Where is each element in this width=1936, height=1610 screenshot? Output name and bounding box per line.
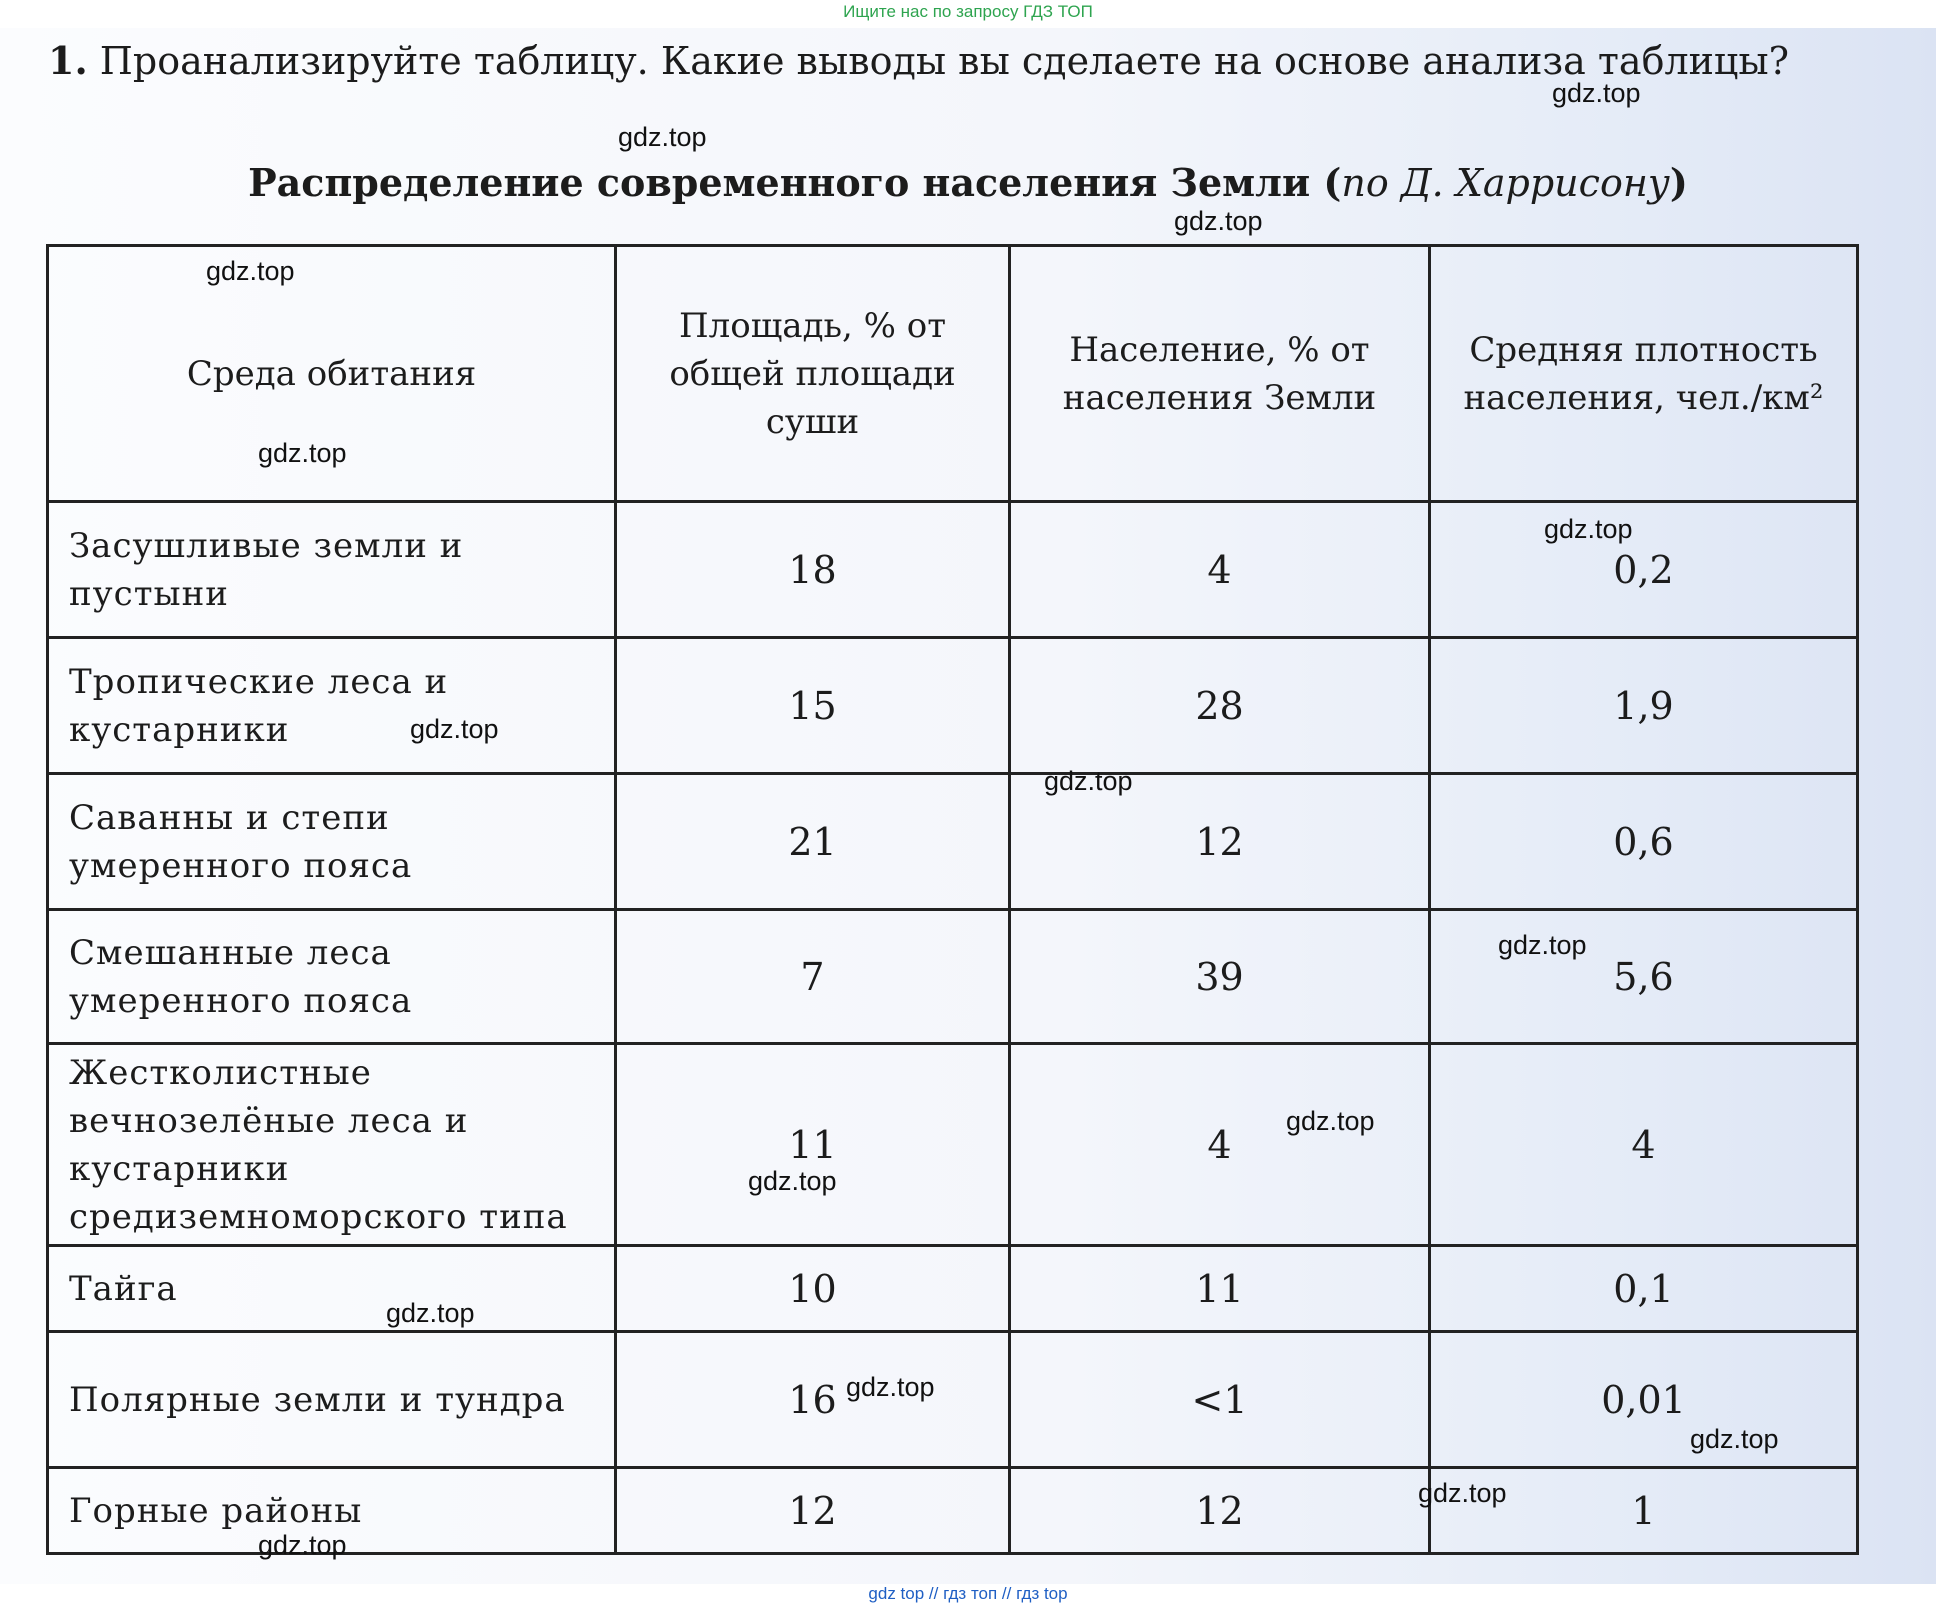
table-row <box>48 1044 1858 1246</box>
cell-area: 21 <box>616 774 1010 910</box>
table-row <box>48 1332 1858 1468</box>
cell-area: 15 <box>616 638 1010 774</box>
cell-environment: Жестколистные вечнозелёные леса и кустарники средиземноморского типа <box>48 1044 616 1246</box>
cell-population: 12 <box>1010 1468 1430 1554</box>
cell-area: 16 <box>616 1332 1010 1468</box>
cell-population: 12 <box>1010 774 1430 910</box>
cell-population: 28 <box>1010 638 1430 774</box>
cell-environment: Тропические леса и кустарники <box>48 638 616 774</box>
cell-population: <1 <box>1010 1332 1430 1468</box>
watermark: gdz.top <box>258 438 347 468</box>
cell-density: 1 <box>1430 1468 1858 1554</box>
cell-density: 1,9 <box>1430 638 1858 774</box>
cell-environment: Полярные земли и тундра <box>48 1332 616 1468</box>
watermark: gdz.top <box>258 1530 347 1560</box>
watermark: gdz.top <box>1174 206 1263 236</box>
cell-environment: Саванны и степи умеренного пояса <box>48 774 616 910</box>
cell-density: 5,6 <box>1430 910 1858 1044</box>
cell-population: 4 <box>1010 1044 1430 1246</box>
watermark: gdz.top <box>410 714 499 744</box>
watermark: gdz.top <box>748 1166 837 1196</box>
watermark: gdz.top <box>1286 1106 1375 1136</box>
cell-environment: Тайга <box>48 1246 616 1332</box>
cell-area: 10 <box>616 1246 1010 1332</box>
bottom-banner[interactable]: gdz top // гдз топ // гдз top <box>868 1584 1068 1603</box>
watermark: gdz.top <box>1690 1424 1779 1454</box>
watermark: gdz.top <box>846 1372 935 1402</box>
cell-environment: Засушливые земли и пустыни <box>48 502 616 638</box>
cell-area: 12 <box>616 1468 1010 1554</box>
table-caption <box>0 160 1936 205</box>
header-area: Площадь, % от общей площади суши <box>616 246 1010 502</box>
question-text: Проанализируйте таблицу. Какие выводы вы сделаете на основе анализа таблицы? <box>99 39 1789 83</box>
watermark: gdz.top <box>206 256 295 286</box>
header-environment: Среда обитания <box>48 246 616 502</box>
table-row <box>48 638 1858 774</box>
cell-environment: Горные районы <box>48 1468 616 1554</box>
cell-density: 0,1 <box>1430 1246 1858 1332</box>
cell-area: 7 <box>616 910 1010 1044</box>
caption-title: Распределение современного населения Земли ( <box>248 160 1342 205</box>
watermark: gdz.top <box>1498 930 1587 960</box>
header-population: Население, % от населения Земли <box>1010 246 1430 502</box>
watermark: gdz.top <box>1044 766 1133 796</box>
cell-population: 39 <box>1010 910 1430 1044</box>
cell-environment: Смешанные леса умеренного пояса <box>48 910 616 1044</box>
watermark: gdz.top <box>1544 514 1633 544</box>
watermark: gdz.top <box>1552 78 1641 108</box>
question-number: 1. <box>48 38 88 83</box>
watermark: gdz.top <box>386 1298 475 1328</box>
table-row <box>48 774 1858 910</box>
cell-density: 0,01 <box>1430 1332 1858 1468</box>
cell-density: 0,6 <box>1430 774 1858 910</box>
table-row <box>48 1246 1858 1332</box>
cell-density: 4 <box>1430 1044 1858 1246</box>
watermark: gdz.top <box>1418 1478 1507 1508</box>
watermark: gdz.top <box>618 122 707 152</box>
cell-density: 0,2 <box>1430 502 1858 638</box>
caption-close: ) <box>1669 160 1688 205</box>
cell-area: 11 <box>616 1044 1010 1246</box>
cell-population: 11 <box>1010 1246 1430 1332</box>
top-banner[interactable]: Ищите нас по запросу ГДЗ ТОП <box>843 2 1093 21</box>
cell-population: 4 <box>1010 502 1430 638</box>
header-density: Средняя плотность населения, чел./км² <box>1430 246 1858 502</box>
caption-source: по Д. Харрисону <box>1341 161 1670 205</box>
cell-area: 18 <box>616 502 1010 638</box>
